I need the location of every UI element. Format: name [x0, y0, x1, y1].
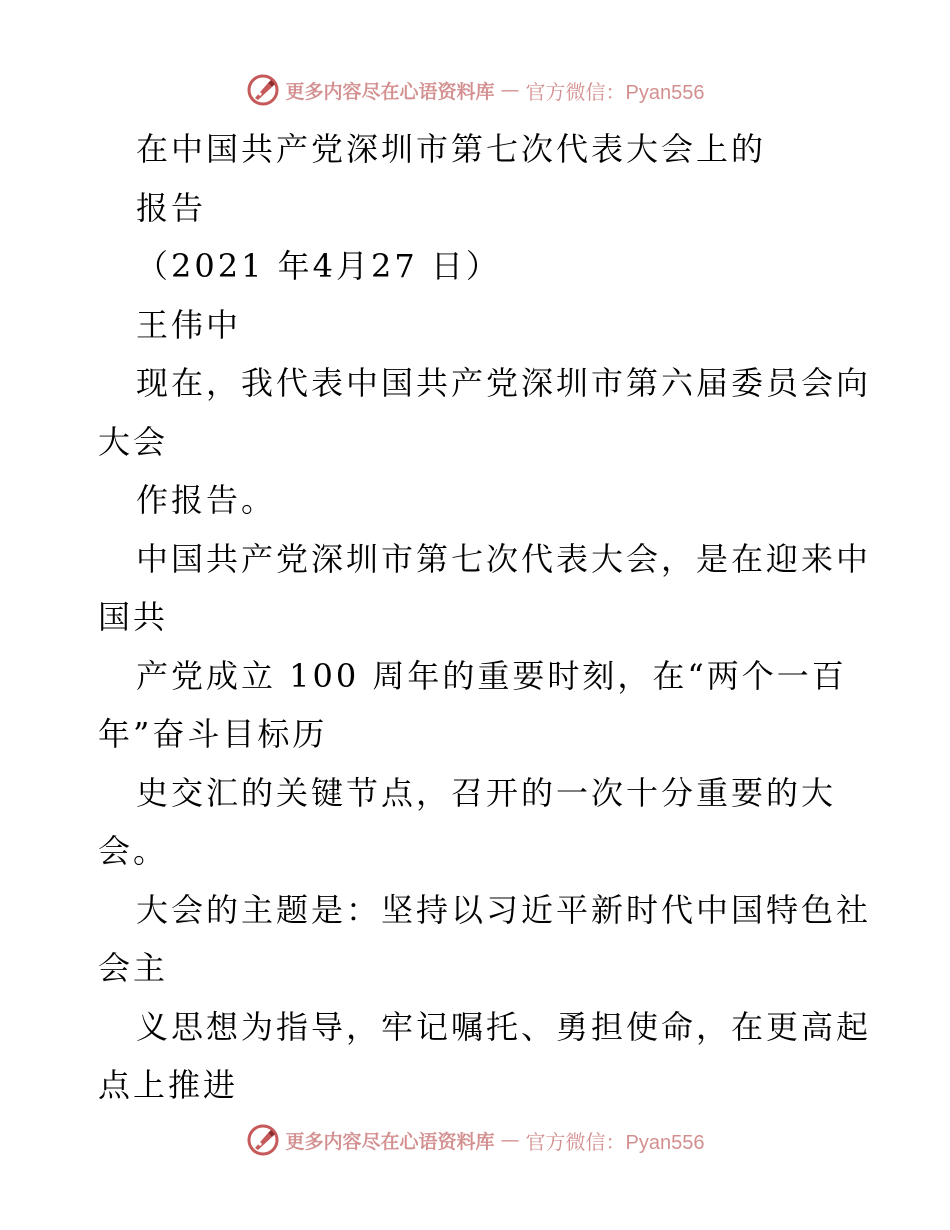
- watermark-text: 更多内容尽在心语资料库: [285, 80, 495, 103]
- paragraph-line: 大会: [98, 422, 169, 461]
- header-watermark: [0, 70, 950, 110]
- paragraph-line: 国共: [98, 598, 169, 636]
- footer-watermark: [0, 1120, 950, 1160]
- watermark-text: 更多内容尽在心语资料库: [285, 1130, 495, 1153]
- fountain-pen-logo-icon: [246, 73, 280, 107]
- document-body: [98, 120, 872, 1115]
- watermark-contact: 官方微信：Pyan556: [525, 81, 705, 104]
- paragraph-line: 会主: [98, 949, 169, 987]
- watermark-separator: —: [500, 79, 520, 101]
- paragraph-line: 年”奋斗目标历: [98, 715, 328, 753]
- watermark-contact: 官方微信：Pyan556: [525, 1131, 705, 1154]
- paragraph-line: 大会的主题是：坚持以习近平新时代中国特色社: [136, 890, 872, 929]
- paragraph-line: 点上推进: [98, 1066, 239, 1104]
- paragraph-line: 中国共产党深圳市第七次代表大会，是在迎来中: [136, 539, 872, 578]
- paragraph-line: 会。: [98, 832, 169, 870]
- watermark-separator: —: [500, 1129, 520, 1151]
- paragraph-line: 产党成立 100 周年的重要时刻，在“两个一百: [136, 656, 847, 695]
- title-line-2: 报告: [136, 188, 207, 227]
- paragraph-line: 义思想为指导，牢记嘱托、勇担使命，在更高起: [136, 1007, 872, 1046]
- fountain-pen-logo-icon: [246, 1123, 280, 1157]
- paragraph-line: 作报告。: [136, 481, 277, 519]
- date-line: （2021 年4月27 日）: [136, 247, 501, 285]
- paragraph-line: 史交汇的关键节点，召开的一次十分重要的大: [136, 773, 837, 812]
- title-line-1: 在中国共产党深圳市第七次代表大会上的: [136, 130, 767, 168]
- paragraph-line: 现在，我代表中国共产党深圳市第六届委员会向: [136, 364, 872, 402]
- author-line: 王伟中: [136, 305, 242, 344]
